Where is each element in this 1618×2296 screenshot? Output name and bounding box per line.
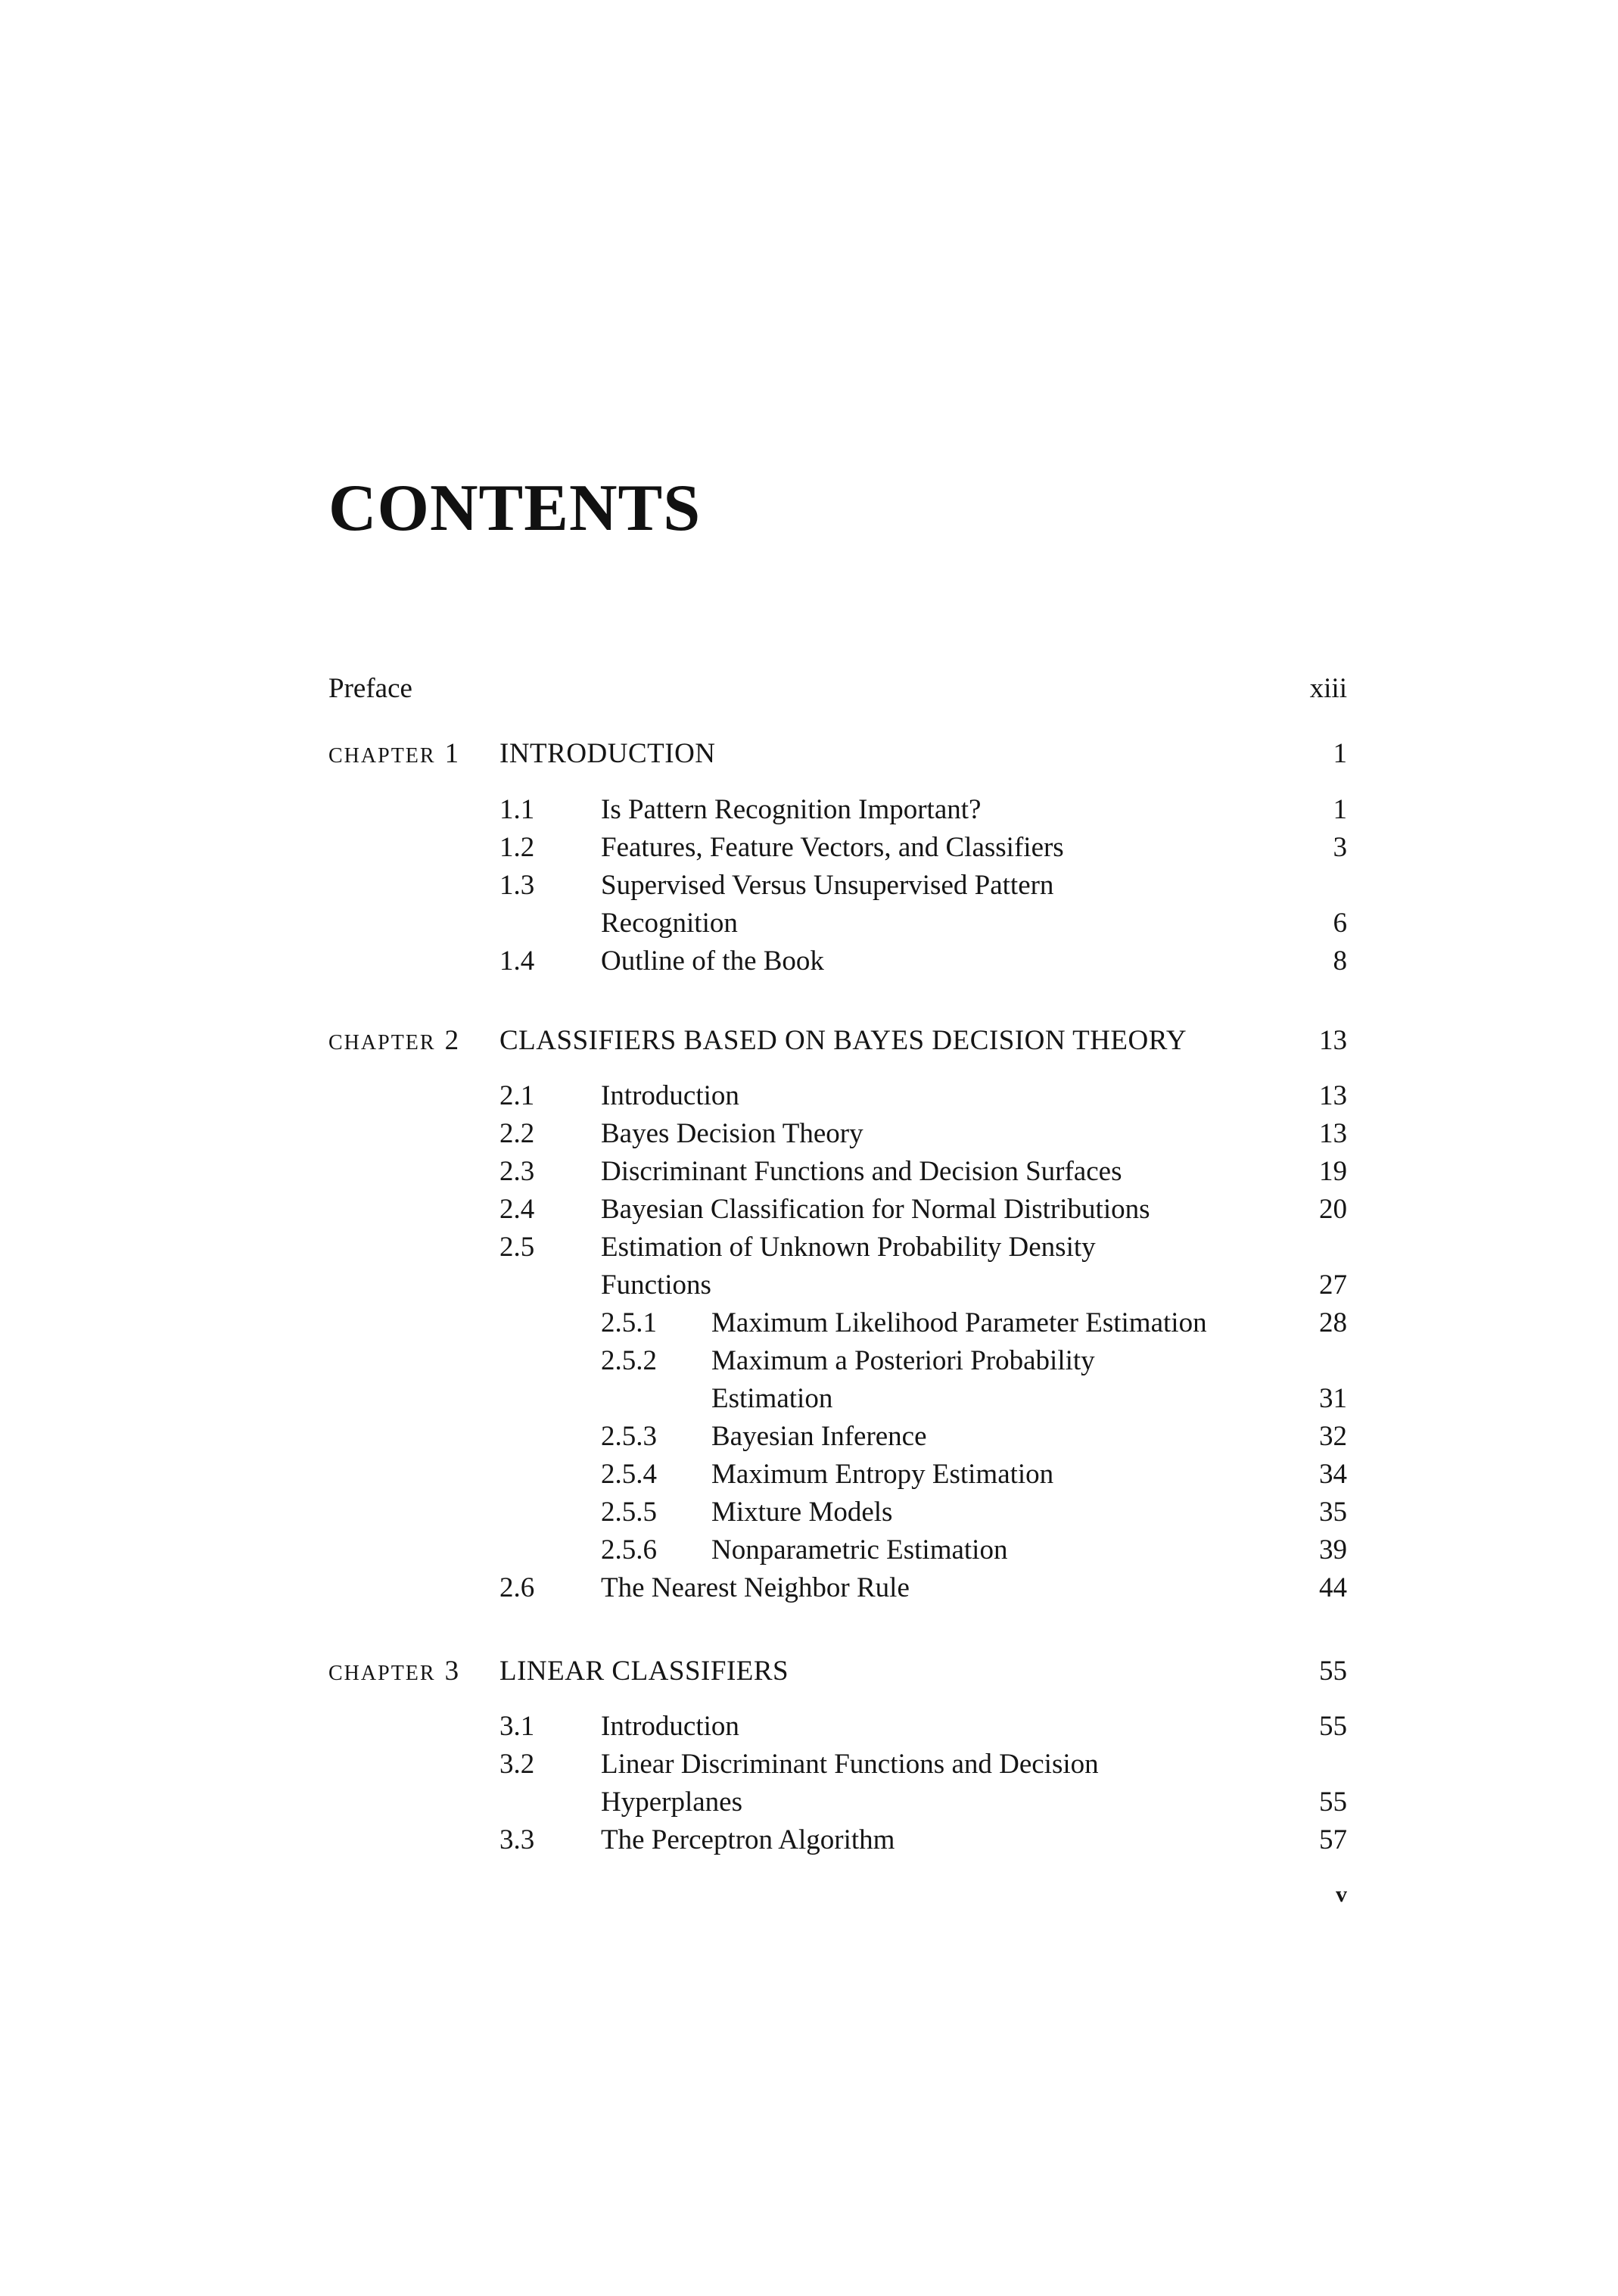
section-title: The Perceptron Algorithm xyxy=(601,1824,895,1855)
section-number: 3.3 xyxy=(499,1824,535,1855)
section-number: 2.6 xyxy=(499,1572,535,1603)
section-page: 6 xyxy=(1333,908,1347,939)
section-number: 3.2 xyxy=(499,1749,535,1780)
section-number: 1.4 xyxy=(499,946,535,977)
section-number: 1.3 xyxy=(499,870,535,901)
subsection-number: 2.5.2 xyxy=(601,1345,657,1376)
section-page: 55 xyxy=(1319,1787,1347,1818)
chapter-word: CHAPTER xyxy=(328,1031,436,1055)
chapter-title: LINEAR CLASSIFIERS xyxy=(499,1656,789,1687)
subsection-title: Maximum Likelihood Parameter Estimation xyxy=(711,1307,1207,1338)
section-page: 1 xyxy=(1333,794,1347,825)
chapter-label xyxy=(328,1023,459,1061)
section-page: 13 xyxy=(1319,1080,1347,1111)
section-title: Discriminant Functions and Decision Surfaces xyxy=(601,1156,1122,1187)
subsection-page: 32 xyxy=(1319,1421,1347,1452)
section-title: Introduction xyxy=(601,1080,739,1111)
section-title: Bayesian Classification for Normal Distributions xyxy=(601,1194,1150,1225)
section-title: Bayes Decision Theory xyxy=(601,1118,863,1149)
section-title: Supervised Versus Unsupervised Pattern xyxy=(601,870,1054,901)
section-number: 1.1 xyxy=(499,794,535,825)
subsection-number: 2.5.5 xyxy=(601,1497,657,1528)
section-title: Estimation of Unknown Probability Density xyxy=(601,1232,1096,1263)
section-title: Linear Discriminant Functions and Decision xyxy=(601,1749,1099,1780)
section-page: 19 xyxy=(1319,1156,1347,1187)
section-page: 8 xyxy=(1333,946,1347,977)
subsection-page: 34 xyxy=(1319,1459,1347,1490)
section-title: Introduction xyxy=(601,1711,739,1742)
section-page: 27 xyxy=(1319,1269,1347,1301)
subsection-page: 39 xyxy=(1319,1534,1347,1565)
section-title: Outline of the Book xyxy=(601,946,824,977)
chapter-page: 13 xyxy=(1319,1025,1347,1056)
toc-preface-page: xiii xyxy=(1309,673,1347,704)
chapter-page: 1 xyxy=(1333,738,1347,769)
chapter-number: 3 xyxy=(444,1656,459,1687)
subsection-number: 2.5.4 xyxy=(601,1459,657,1490)
page-number: v xyxy=(1336,1882,1347,1907)
chapter-word: CHAPTER xyxy=(328,744,436,768)
section-page: 57 xyxy=(1319,1824,1347,1855)
subsection-title: Maximum a Posteriori Probability xyxy=(711,1345,1095,1376)
subsection-title: Bayesian Inference xyxy=(711,1421,927,1452)
section-page: 44 xyxy=(1319,1572,1347,1603)
section-title: Features, Feature Vectors, and Classifiers xyxy=(601,832,1064,863)
subsection-number: 2.5.3 xyxy=(601,1421,657,1452)
chapter-word: CHAPTER xyxy=(328,1662,436,1685)
subsection-title: Mixture Models xyxy=(711,1497,893,1528)
section-title-continued: Functions xyxy=(601,1269,711,1301)
subsection-title: Maximum Entropy Estimation xyxy=(711,1459,1054,1490)
section-number: 2.2 xyxy=(499,1118,535,1149)
section-number: 2.5 xyxy=(499,1232,535,1263)
section-title: The Nearest Neighbor Rule xyxy=(601,1572,910,1603)
chapter-number: 2 xyxy=(444,1025,459,1056)
subsection-title-continued: Estimation xyxy=(711,1383,833,1414)
section-page: 55 xyxy=(1319,1711,1347,1742)
section-number: 2.4 xyxy=(499,1194,535,1225)
section-title: Is Pattern Recognition Important? xyxy=(601,794,982,825)
subsection-number: 2.5.6 xyxy=(601,1534,657,1565)
subsection-page: 35 xyxy=(1319,1497,1347,1528)
page-title: CONTENTS xyxy=(328,472,702,545)
chapter-title: CLASSIFIERS BASED ON BAYES DECISION THEORY xyxy=(499,1025,1187,1056)
section-title-continued: Recognition xyxy=(601,908,738,939)
subsection-number: 2.5.1 xyxy=(601,1307,657,1338)
section-number: 1.2 xyxy=(499,832,535,863)
chapter-label xyxy=(328,1653,459,1692)
chapter-label xyxy=(328,736,459,774)
toc-preface-label: Preface xyxy=(328,673,412,704)
section-page: 3 xyxy=(1333,832,1347,863)
section-number: 2.3 xyxy=(499,1156,535,1187)
subsection-page: 28 xyxy=(1319,1307,1347,1338)
subsection-title: Nonparametric Estimation xyxy=(711,1534,1008,1565)
section-number: 2.1 xyxy=(499,1080,535,1111)
chapter-page: 55 xyxy=(1319,1656,1347,1687)
subsection-page: 31 xyxy=(1319,1383,1347,1414)
section-title-continued: Hyperplanes xyxy=(601,1787,742,1818)
chapter-title: INTRODUCTION xyxy=(499,738,716,769)
chapter-number: 1 xyxy=(444,738,459,769)
section-page: 20 xyxy=(1319,1194,1347,1225)
section-number: 3.1 xyxy=(499,1711,535,1742)
section-page: 13 xyxy=(1319,1118,1347,1149)
